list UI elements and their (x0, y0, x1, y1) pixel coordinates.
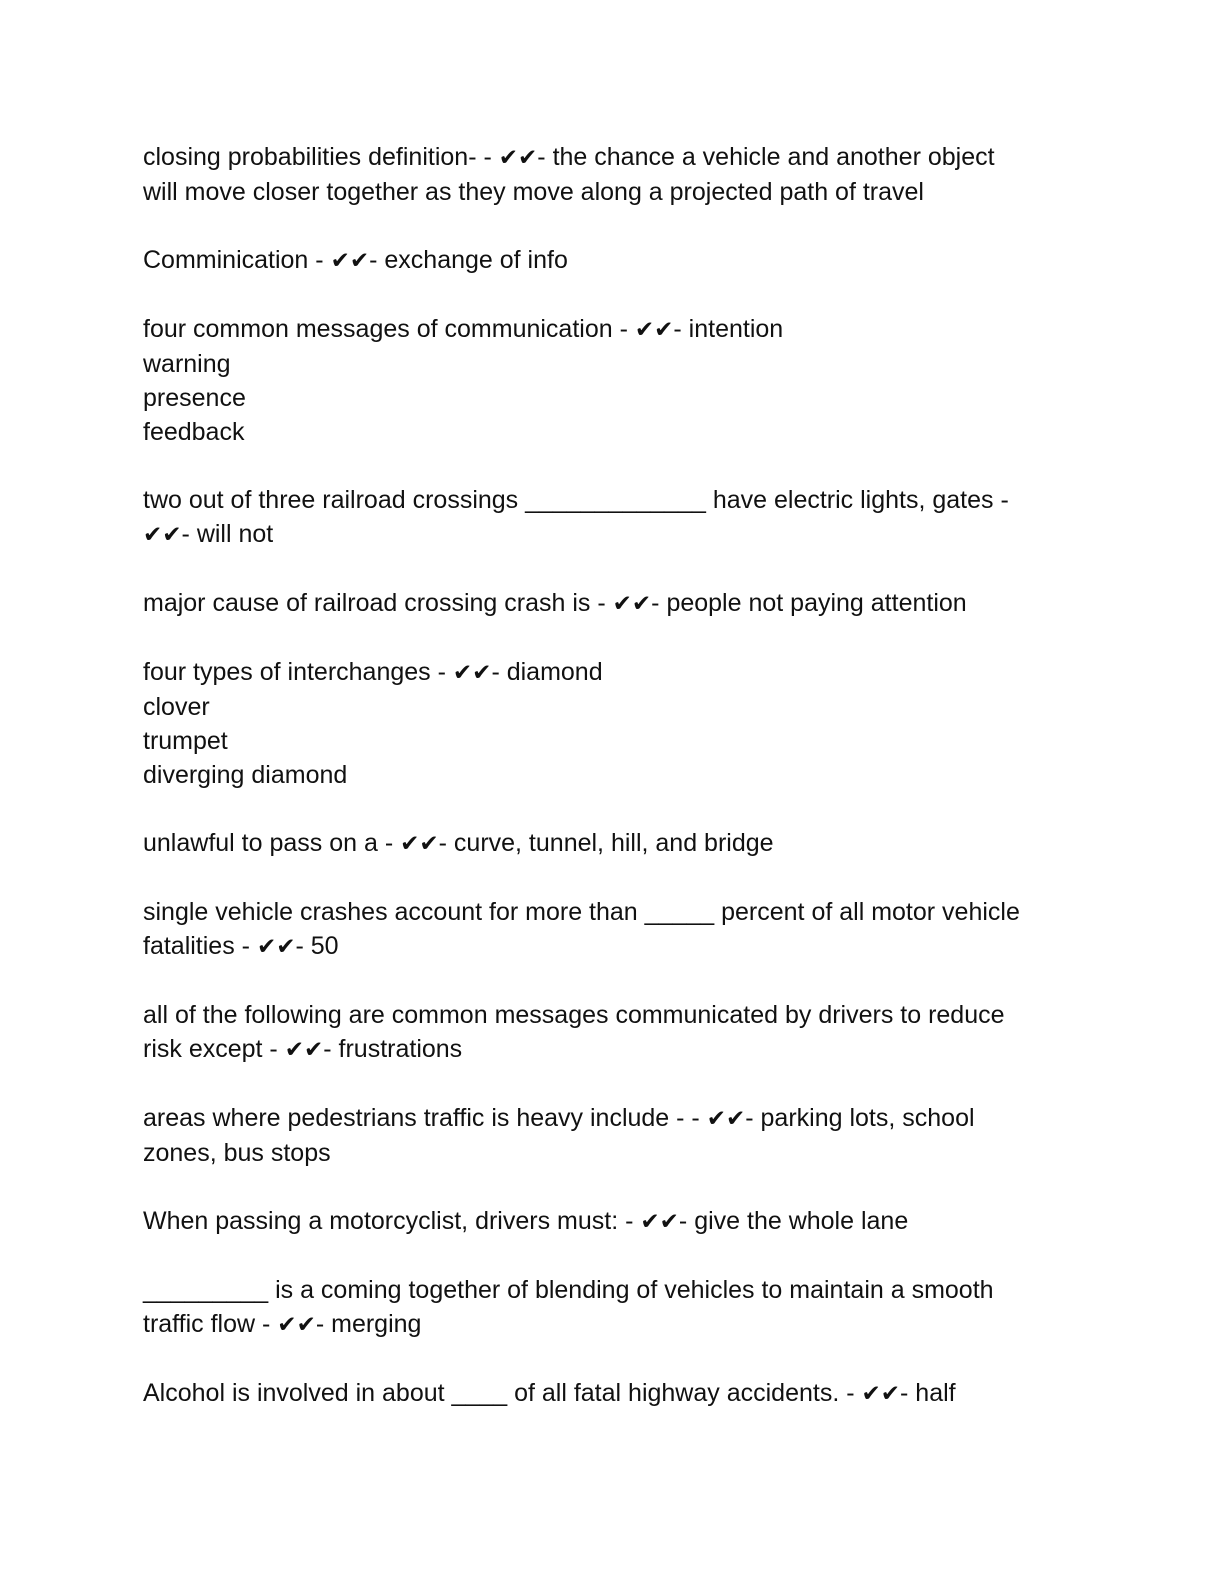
flashcard-entry (143, 312, 1073, 449)
flashcard-entry (143, 895, 1073, 964)
flashcard-entry (143, 1101, 1073, 1170)
double-check-icon: ✔✔ (277, 1312, 316, 1338)
text-line: single vehicle crashes account for more than _____ percent of all motor vehicle (143, 898, 1020, 926)
flashcard-entry (143, 826, 1073, 861)
flashcard-entry (143, 483, 1073, 552)
text-line: four common messages of communication - ✔✔- intention (143, 315, 784, 343)
text-line: unlawful to pass on a - ✔✔- curve, tunnel, hill, and bridge (143, 829, 774, 857)
text-line: diverging diamond (143, 761, 348, 789)
double-check-icon: ✔✔ (256, 934, 296, 960)
double-check-icon: ✔✔ (861, 1381, 901, 1407)
text-line: areas where pedestrians traffic is heavy include - - ✔✔- parking lots, school (143, 1104, 975, 1132)
double-check-icon: ✔✔ (284, 1037, 324, 1063)
double-check-icon: ✔✔ (706, 1106, 746, 1132)
text-line: risk except - ✔✔- frustrations (143, 1035, 463, 1063)
double-check-icon: ✔✔ (612, 591, 652, 617)
text-line: Comminication - ✔✔- exchange of info (143, 246, 568, 274)
text-line: When passing a motorcyclist, drivers must: - ✔✔- give the whole lane (143, 1207, 909, 1235)
text-line: feedback (143, 418, 245, 446)
double-check-icon: ✔✔ (498, 145, 538, 171)
text-line: all of the following are common messages communicated by drivers to reduce (143, 1001, 1005, 1029)
document-page (143, 140, 1073, 1445)
text-line: fatalities - ✔✔- 50 (143, 932, 339, 960)
double-check-icon: ✔✔ (143, 522, 182, 548)
flashcard-entry (143, 1273, 1073, 1342)
text-line: will move closer together as they move along a projected path of travel (143, 178, 924, 206)
text-line: presence (143, 384, 246, 412)
text-line: clover (143, 693, 210, 721)
text-line: zones, bus stops (143, 1139, 331, 1167)
text-line: major cause of railroad crossing crash is - ✔✔- people not paying attention (143, 589, 967, 617)
flashcard-entry (143, 998, 1073, 1067)
text-line: four types of interchanges - ✔✔- diamond (143, 658, 603, 686)
text-line: trumpet (143, 727, 228, 755)
text-line: Alcohol is involved in about ____ of all fatal highway accidents. - ✔✔- half (143, 1379, 956, 1407)
flashcard-entry (143, 1376, 1073, 1411)
flashcard-entry (143, 1204, 1073, 1239)
flashcard-entry (143, 140, 1073, 209)
flashcard-entry (143, 586, 1073, 621)
double-check-icon: ✔✔ (452, 660, 492, 686)
text-line: closing probabilities definition- - ✔✔- the chance a vehicle and another object (143, 143, 995, 171)
text-line: warning (143, 350, 231, 378)
text-line: two out of three railroad crossings _____________ have electric lights, gates - (143, 486, 1009, 514)
flashcard-entry (143, 655, 1073, 792)
text-line: ✔✔- will not (143, 520, 274, 548)
double-check-icon: ✔✔ (634, 317, 674, 343)
text-line: traffic flow - ✔✔- merging (143, 1310, 422, 1338)
double-check-icon: ✔✔ (640, 1209, 679, 1235)
flashcard-entry (143, 243, 1073, 278)
text-line: _________ is a coming together of blending of vehicles to maintain a smooth (143, 1276, 994, 1304)
double-check-icon: ✔✔ (330, 248, 370, 274)
double-check-icon: ✔✔ (400, 831, 439, 857)
